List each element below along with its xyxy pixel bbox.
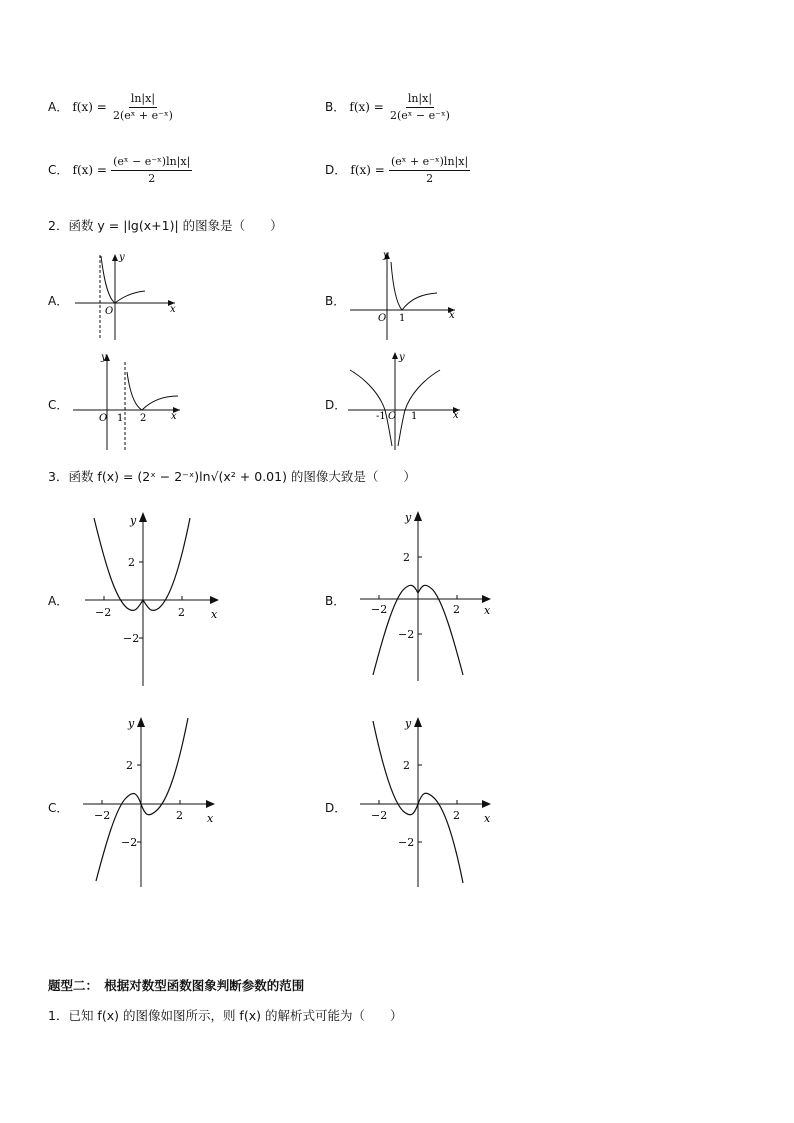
tick-neg2: −2: [94, 809, 111, 822]
origin-label: O: [378, 313, 387, 324]
q3-stem: 3．函数 f(x) = (2ˣ − 2⁻ˣ)ln√(x² + 0.01) 的图像大致是（ ）: [48, 469, 416, 484]
q2-graph-b: [345, 248, 460, 343]
y-axis-label: y: [101, 352, 107, 363]
x-axis-label: x: [453, 410, 459, 421]
x-axis-label: x: [484, 812, 491, 825]
x-axis-label: x: [170, 304, 176, 315]
q2-graph-c: [70, 350, 190, 455]
q3-graph-a: [80, 508, 230, 690]
q2-option-c-label: C．: [48, 398, 69, 412]
denominator: 2(eˣ + e⁻ˣ): [112, 109, 173, 122]
x-axis-label: x: [449, 310, 455, 321]
y-axis-label: y: [130, 514, 137, 527]
tick-y-neg2: −2: [121, 836, 138, 849]
tick-y-neg2: −2: [123, 632, 140, 645]
denominator: 2: [148, 172, 156, 185]
tick-1: 1: [117, 413, 124, 424]
x-axis-label: x: [207, 812, 214, 825]
tick-neg-1: -1: [376, 411, 386, 422]
tick-neg2: −2: [371, 603, 388, 616]
q2-option-a-label: A．: [48, 294, 69, 308]
tick-y-pos2: 2: [126, 759, 133, 772]
origin-label: O: [388, 411, 397, 422]
y-axis-label: y: [405, 511, 412, 524]
option-letter: D．: [325, 163, 347, 177]
tick-y-pos2: 2: [128, 556, 135, 569]
denominator: 2: [426, 172, 434, 185]
fraction: [111, 155, 192, 186]
numerator: (eˣ − e⁻ˣ)ln|x|: [111, 155, 192, 171]
q3-option-b-label: B．: [325, 594, 346, 608]
tick-1: 1: [399, 313, 406, 324]
q3-graph-c: [78, 713, 228, 891]
q2-stem: 2．函数 y = |lg(x+1)| 的图象是（ ）: [48, 218, 283, 233]
q2-graph-d: [345, 350, 465, 452]
option-letter: C．: [48, 163, 69, 177]
formula-lhs: f(x) =: [72, 163, 107, 177]
option-letter: B．: [325, 100, 346, 114]
option-letter: A．: [48, 100, 69, 114]
q3-option-d-label: D．: [325, 801, 347, 815]
fraction: [388, 92, 452, 123]
section-q1-stem: 1．已知 f(x) 的图像如图所示，则 f(x) 的解析式可能为（ ）: [48, 1008, 403, 1023]
tick-y-neg2: −2: [398, 628, 415, 641]
x-axis-label: x: [484, 604, 491, 617]
q1-option-d: [325, 155, 470, 186]
tick-pos2: 2: [453, 603, 460, 616]
x-axis-label: x: [211, 608, 218, 621]
formula-lhs: f(x) =: [350, 163, 385, 177]
q3-option-c-label: C．: [48, 801, 69, 815]
y-axis-label: y: [119, 252, 125, 263]
numerator: ln|x|: [129, 92, 157, 108]
y-axis-label: y: [128, 717, 135, 730]
y-axis-label: y: [405, 717, 412, 730]
numerator: (eˣ + e⁻ˣ)ln|x|: [389, 155, 470, 171]
formula-lhs: f(x) =: [72, 100, 107, 114]
tick-y-neg2: −2: [398, 836, 415, 849]
numerator: ln|x|: [406, 92, 434, 108]
q2-option-b-label: B．: [325, 294, 346, 308]
tick-neg2: −2: [371, 809, 388, 822]
origin-label: O: [99, 413, 108, 424]
section-title: 题型二： 根据对数型函数图象判断参数的范围: [48, 978, 305, 993]
tick-pos2: 2: [453, 809, 460, 822]
q3-graph-d: [355, 713, 500, 891]
q1-option-c: [48, 155, 192, 186]
tick-neg2: −2: [95, 606, 112, 619]
y-axis-label: y: [383, 250, 389, 261]
formula-lhs: f(x) =: [349, 100, 384, 114]
tick-pos2: 2: [176, 809, 183, 822]
denominator: 2(eˣ − e⁻ˣ): [389, 109, 450, 122]
q1-option-a: [48, 92, 175, 123]
tick-2: 2: [140, 413, 147, 424]
y-axis-label: y: [399, 352, 405, 363]
fraction: [111, 92, 175, 123]
q1-option-b: [325, 92, 452, 123]
origin-label: O: [105, 306, 114, 317]
fraction: [389, 155, 470, 186]
q2-graph-a: [70, 250, 185, 345]
tick-1: 1: [411, 411, 418, 422]
tick-y-pos2: 2: [403, 551, 410, 564]
q2-option-d-label: D．: [325, 398, 347, 412]
x-axis-label: x: [171, 411, 177, 422]
tick-y-pos2: 2: [403, 759, 410, 772]
q3-graph-b: [355, 507, 500, 685]
tick-pos2: 2: [178, 606, 185, 619]
q3-option-a-label: A．: [48, 594, 69, 608]
